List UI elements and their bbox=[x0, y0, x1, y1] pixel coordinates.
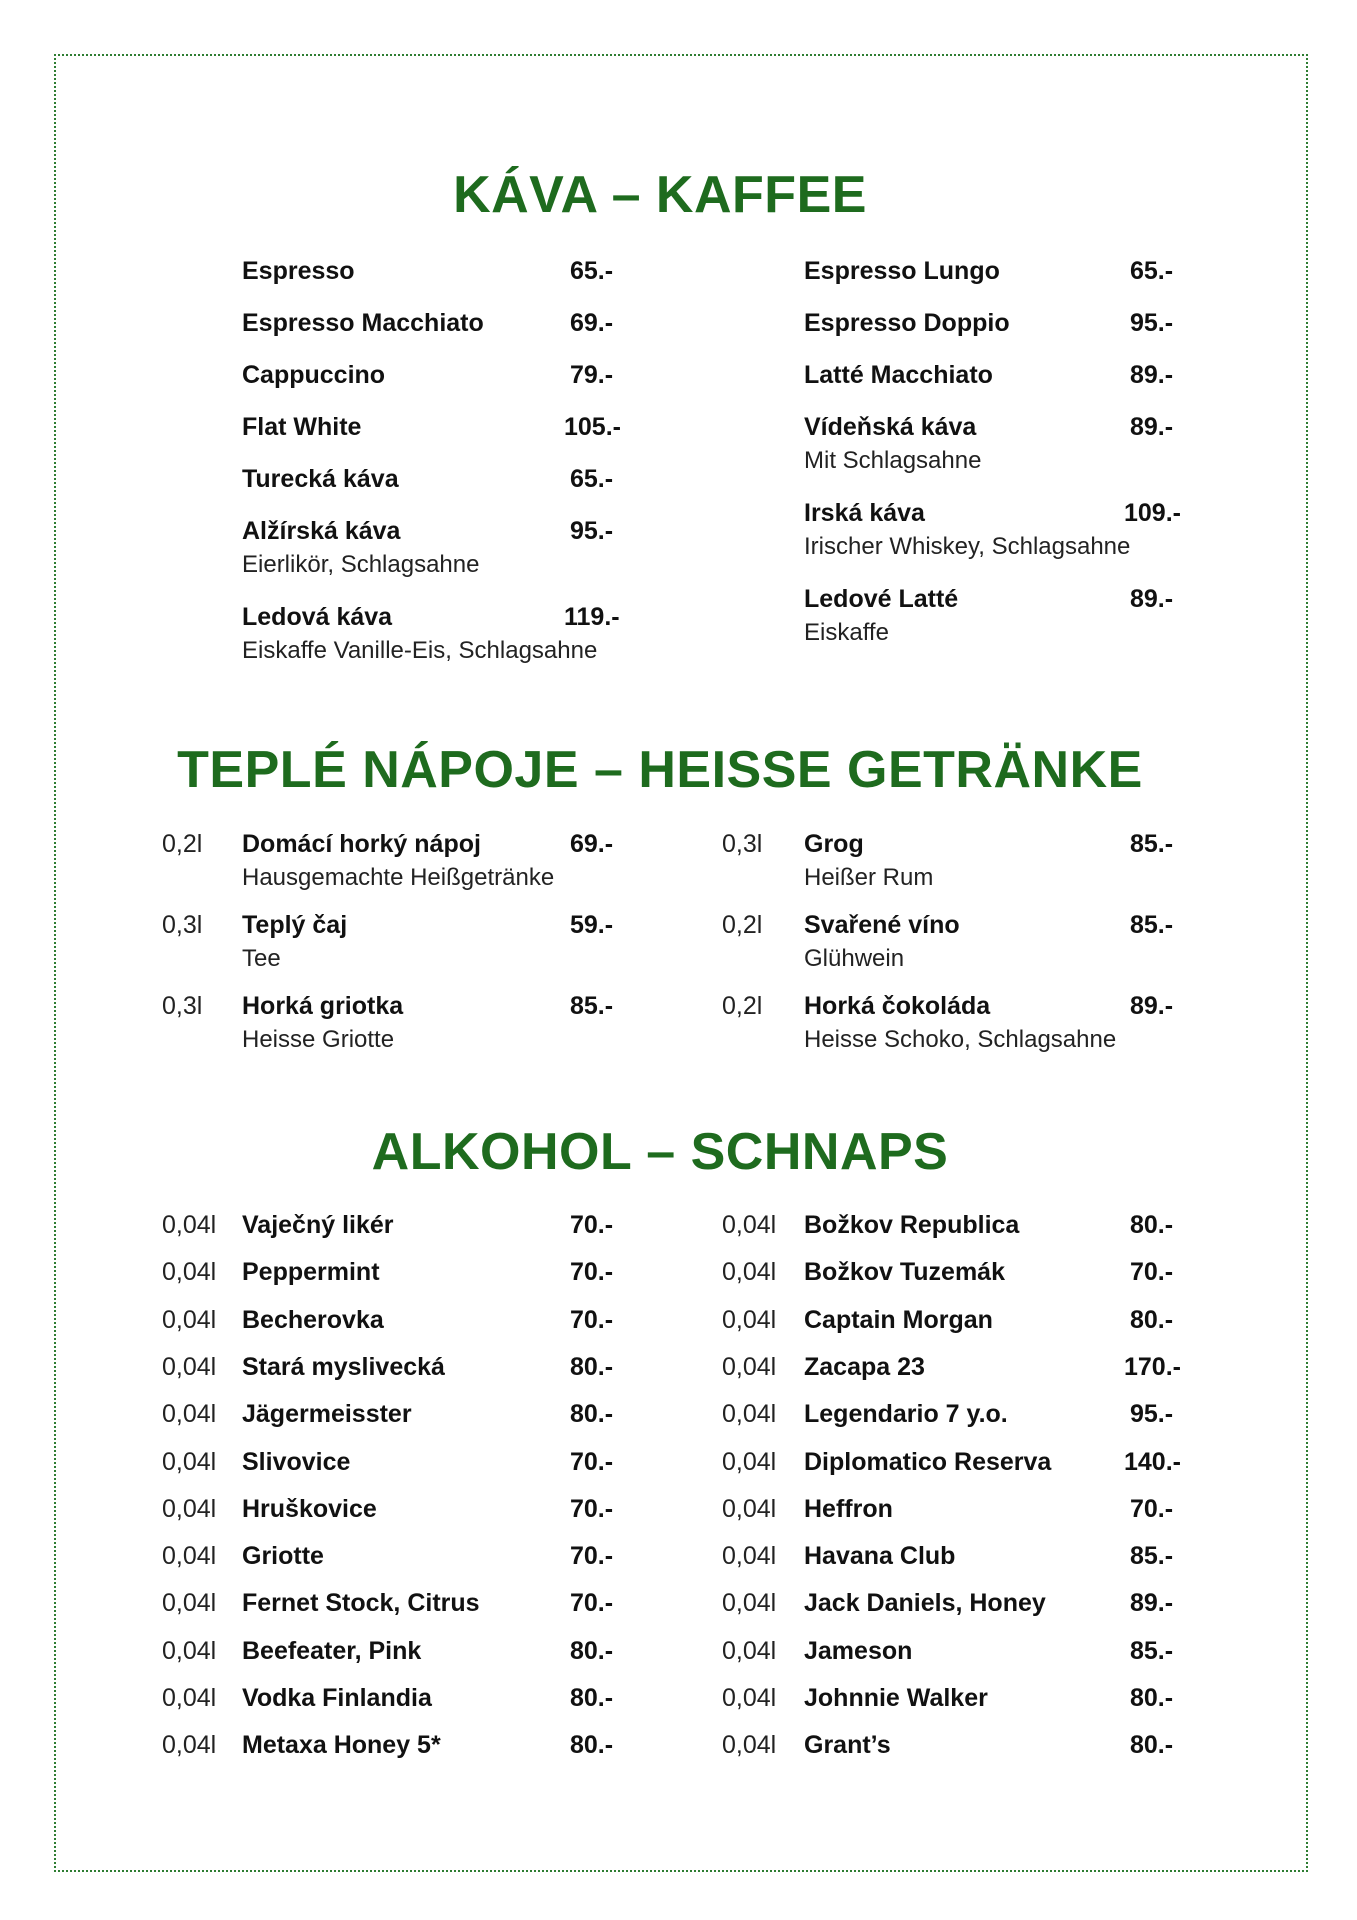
item-price: 80.- bbox=[1130, 1305, 1174, 1334]
item-name: Peppermint bbox=[242, 1258, 380, 1287]
item-price: 85.- bbox=[1130, 1636, 1174, 1665]
item-volume: 0,04l bbox=[162, 1731, 217, 1760]
menu-item bbox=[0, 1210, 1357, 1240]
item-volume: 0,04l bbox=[722, 1258, 777, 1287]
item-name: Jack Daniels, Honey bbox=[804, 1589, 1046, 1618]
item-volume: 0,3l bbox=[722, 830, 763, 858]
item-volume: 0,2l bbox=[722, 992, 763, 1020]
item-name: Ledová káva bbox=[242, 603, 393, 631]
item-description: Irischer Whiskey, Schlagsahne bbox=[804, 533, 1131, 560]
item-price: 79.- bbox=[570, 361, 614, 389]
item-description: Eiskaffe Vanille-Eis, Schlagsahne bbox=[242, 637, 598, 664]
item-description: Heißer Rum bbox=[804, 864, 934, 891]
item-volume: 0,04l bbox=[722, 1684, 777, 1712]
section-title: KÁVA – KAFFEE bbox=[453, 166, 867, 224]
item-name: Svařené víno bbox=[804, 911, 960, 939]
item-name: Jameson bbox=[804, 1636, 913, 1665]
item-volume: 0,04l bbox=[162, 1636, 217, 1665]
item-price: 119.- bbox=[564, 603, 620, 631]
item-price: 105.- bbox=[564, 413, 621, 441]
item-volume: 0,04l bbox=[722, 1447, 777, 1476]
item-price: 80.- bbox=[1130, 1211, 1174, 1239]
item-price: 70.- bbox=[570, 1542, 614, 1571]
item-price: 95.- bbox=[570, 517, 614, 545]
item-name: Espresso Doppio bbox=[804, 309, 1010, 337]
menu-item bbox=[0, 1399, 1357, 1429]
item-price: 85.- bbox=[570, 992, 614, 1020]
item-name: Horká čokoláda bbox=[804, 992, 991, 1020]
item-volume: 0,3l bbox=[162, 911, 203, 939]
item-name: Grog bbox=[804, 830, 864, 858]
item-price: 69.- bbox=[570, 309, 614, 337]
item-name: Vídeňská káva bbox=[804, 413, 977, 441]
item-name: Horká griotka bbox=[242, 992, 404, 1020]
item-name: Vaječný likér bbox=[242, 1211, 394, 1239]
item-price: 89.- bbox=[1130, 361, 1174, 389]
item-name: Jägermeisster bbox=[242, 1400, 412, 1429]
item-price: 70.- bbox=[570, 1589, 614, 1618]
item-price: 70.- bbox=[1130, 1258, 1174, 1287]
item-name: Havana Club bbox=[804, 1542, 956, 1571]
item-name: Legendario 7 y.o. bbox=[804, 1400, 1008, 1429]
item-name: Captain Morgan bbox=[804, 1305, 993, 1334]
item-price: 80.- bbox=[570, 1636, 614, 1665]
item-name: Božkov Republica bbox=[804, 1211, 1020, 1239]
menu-item bbox=[0, 1730, 1357, 1760]
item-name: Grant’s bbox=[804, 1731, 891, 1760]
item-price: 80.- bbox=[570, 1352, 614, 1381]
item-name: Ledové Latté bbox=[804, 585, 959, 613]
item-name: Fernet Stock, Citrus bbox=[242, 1589, 480, 1618]
item-price: 70.- bbox=[570, 1211, 614, 1239]
menu-item bbox=[0, 1257, 1357, 1287]
item-price: 89.- bbox=[1130, 1589, 1174, 1618]
item-price: 85.- bbox=[1130, 911, 1174, 939]
item-name: Espresso Lungo bbox=[804, 257, 1000, 285]
menu-item bbox=[0, 1352, 1357, 1382]
item-price: 85.- bbox=[1130, 1542, 1174, 1571]
item-volume: 0,3l bbox=[162, 992, 203, 1020]
item-price: 70.- bbox=[570, 1447, 614, 1476]
item-price: 70.- bbox=[570, 1494, 614, 1523]
item-name: Hruškovice bbox=[242, 1494, 377, 1523]
item-description: Eiskaffe bbox=[804, 619, 889, 646]
item-name: Espresso Macchiato bbox=[242, 309, 484, 337]
item-name: Heffron bbox=[804, 1494, 893, 1523]
item-volume: 0,04l bbox=[162, 1258, 217, 1287]
item-price: 65.- bbox=[570, 257, 614, 285]
menu-item bbox=[0, 308, 1357, 338]
menu-item bbox=[0, 256, 1357, 286]
item-volume: 0,04l bbox=[722, 1731, 777, 1760]
item-price: 85.- bbox=[1130, 830, 1174, 858]
item-name: Slivovice bbox=[242, 1447, 351, 1476]
item-price: 95.- bbox=[1130, 309, 1174, 337]
item-price: 80.- bbox=[1130, 1684, 1174, 1712]
item-price: 89.- bbox=[1130, 585, 1174, 613]
item-description: Heisse Schoko, Schlagsahne bbox=[804, 1026, 1117, 1053]
item-name: Johnnie Walker bbox=[804, 1684, 988, 1712]
item-volume: 0,04l bbox=[162, 1494, 217, 1523]
item-name: Metaxa Honey 5* bbox=[242, 1731, 441, 1760]
item-name: Domácí horký nápoj bbox=[242, 830, 481, 858]
menu-item bbox=[0, 464, 1357, 494]
section-title: TEPLÉ NÁPOJE – HEISSE GETRÄNKE bbox=[177, 741, 1143, 799]
menu-item bbox=[0, 1541, 1357, 1571]
item-price: 95.- bbox=[1130, 1400, 1174, 1429]
item-volume: 0,04l bbox=[722, 1211, 777, 1239]
menu-item bbox=[0, 1588, 1357, 1618]
item-price: 80.- bbox=[570, 1400, 614, 1429]
item-name: Espresso bbox=[242, 257, 355, 285]
item-description: Mit Schlagsahne bbox=[804, 447, 982, 474]
item-description: Eierlikör, Schlagsahne bbox=[242, 551, 480, 578]
item-volume: 0,04l bbox=[722, 1636, 777, 1665]
item-name: Stará myslivecká bbox=[242, 1352, 445, 1381]
menu-item bbox=[0, 412, 1357, 474]
item-description: Hausgemachte Heißgetränke bbox=[242, 864, 555, 891]
item-price: 140.- bbox=[1124, 1447, 1181, 1476]
item-price: 70.- bbox=[570, 1258, 614, 1287]
item-volume: 0,04l bbox=[162, 1542, 217, 1571]
item-name: Teplý čaj bbox=[242, 911, 348, 939]
item-price: 69.- bbox=[570, 830, 614, 858]
item-price: 59.- bbox=[570, 911, 614, 939]
menu-item bbox=[0, 1447, 1357, 1477]
item-name: Cappuccino bbox=[242, 361, 386, 389]
item-price: 109.- bbox=[1124, 499, 1181, 527]
item-price: 70.- bbox=[1130, 1494, 1174, 1523]
item-description: Tee bbox=[242, 945, 281, 972]
item-name: Diplomatico Reserva bbox=[804, 1447, 1052, 1476]
menu-item bbox=[0, 1305, 1357, 1335]
item-name: Božkov Tuzemák bbox=[804, 1258, 1005, 1287]
item-name: Griotte bbox=[242, 1542, 324, 1571]
item-price: 70.- bbox=[570, 1305, 614, 1334]
item-volume: 0,04l bbox=[722, 1400, 777, 1429]
item-name: Latté Macchiato bbox=[804, 361, 993, 389]
item-price: 80.- bbox=[570, 1731, 614, 1760]
item-name: Vodka Finlandia bbox=[242, 1684, 432, 1712]
menu-item bbox=[0, 1494, 1357, 1524]
item-volume: 0,2l bbox=[162, 830, 203, 858]
item-price: 65.- bbox=[570, 465, 614, 493]
item-price: 80.- bbox=[1130, 1731, 1174, 1760]
item-volume: 0,04l bbox=[162, 1305, 217, 1334]
item-volume: 0,04l bbox=[162, 1211, 217, 1239]
item-name: Becherovka bbox=[242, 1305, 384, 1334]
item-name: Zacapa 23 bbox=[804, 1352, 925, 1381]
item-description: Glühwein bbox=[804, 945, 905, 972]
item-price: 170.- bbox=[1124, 1352, 1181, 1381]
item-name: Beefeater, Pink bbox=[242, 1636, 422, 1665]
section-title: ALKOHOL – SCHNAPS bbox=[371, 1123, 949, 1181]
item-name: Turecká káva bbox=[242, 465, 399, 493]
item-volume: 0,04l bbox=[162, 1684, 217, 1712]
item-volume: 0,2l bbox=[722, 911, 763, 939]
item-volume: 0,04l bbox=[722, 1589, 777, 1618]
item-volume: 0,04l bbox=[722, 1542, 777, 1571]
item-price: 65.- bbox=[1130, 257, 1174, 285]
item-volume: 0,04l bbox=[722, 1494, 777, 1523]
item-name: Irská káva bbox=[804, 499, 925, 527]
menu-item bbox=[0, 1683, 1357, 1713]
item-description: Heisse Griotte bbox=[242, 1026, 395, 1053]
item-price: 80.- bbox=[570, 1684, 614, 1712]
item-volume: 0,04l bbox=[162, 1400, 217, 1429]
item-price: 89.- bbox=[1130, 413, 1174, 441]
menu-item bbox=[0, 1636, 1357, 1666]
menu-item bbox=[0, 360, 1357, 390]
item-volume: 0,04l bbox=[162, 1589, 217, 1618]
item-volume: 0,04l bbox=[722, 1352, 777, 1381]
item-volume: 0,04l bbox=[162, 1447, 217, 1476]
item-volume: 0,04l bbox=[162, 1352, 217, 1381]
item-name: Flat White bbox=[242, 413, 362, 441]
item-name: Alžírská káva bbox=[242, 517, 401, 545]
item-volume: 0,04l bbox=[722, 1305, 777, 1334]
item-price: 89.- bbox=[1130, 992, 1174, 1020]
